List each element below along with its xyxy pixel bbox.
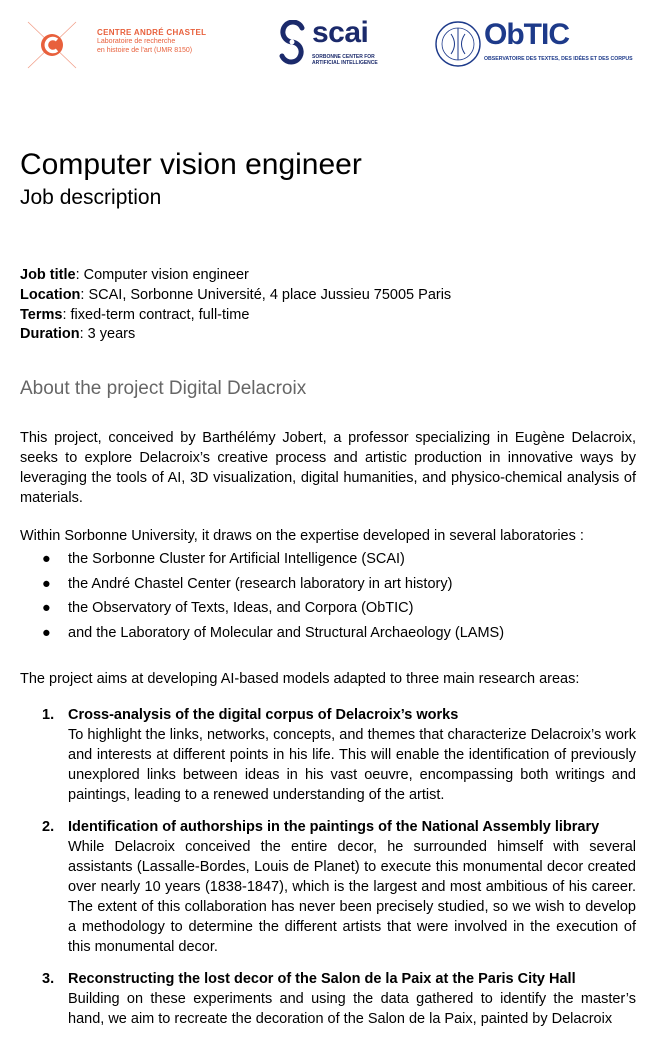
- scai-mark-icon: [278, 20, 308, 68]
- duration-label: Duration: [20, 326, 80, 343]
- scai-wordmark: scai: [312, 16, 369, 49]
- job-title-row: [20, 266, 636, 286]
- scai-logo: [276, 18, 386, 74]
- terms-value: : fixed-term contract, full-time: [62, 306, 250, 323]
- area-number: 3.: [42, 970, 55, 987]
- bullet-icon: ●: [42, 600, 51, 617]
- list-item: [20, 574, 636, 594]
- area-heading: Cross-analysis of the digital corpus of Delacroix’s works: [68, 706, 459, 723]
- chastel-text: [97, 28, 206, 55]
- list-item: [20, 705, 636, 805]
- duration-value: : 3 years: [79, 326, 136, 343]
- obtic-mark-icon: [434, 20, 482, 68]
- list-item: [20, 817, 636, 957]
- page-subtitle: Job description: [20, 186, 162, 209]
- terms-label: Terms: [20, 306, 63, 323]
- obtic-subtitle: OBSERVATOIRE DES TEXTES, DES IDÉES ET DES CORPUS: [484, 56, 633, 62]
- terms-row: [20, 306, 636, 326]
- duration-row: [20, 325, 636, 345]
- job-title-label: Job title: [20, 267, 76, 283]
- list-item: [20, 969, 636, 1029]
- area-heading: Identification of authorships in the paintings of the National Assembly library: [68, 818, 600, 835]
- area-heading: Reconstructing the lost decor of the Salon de la Paix at the Paris City Hall: [68, 970, 576, 987]
- lab-text: the André Chastel Center (research laboratory in art history): [68, 575, 453, 592]
- obtic-wordmark: ObTIC: [484, 18, 569, 51]
- centre-andre-chastel-logo: [26, 20, 226, 70]
- area-body: While Delacroix conceived the entire decor, he surrounded himself with several assistants (Lassalle-Bordes, Louis de Planet) to execute this monumental decor created over nearly 10 years (1838-1847), which is the largest and most ambitious of his career. The extent of this collaboration has never been precisely studied, so we wish to develop a methodology to determine the different artists that were involved in the execution of this monumental decor.: [68, 838, 636, 955]
- bullet-icon: ●: [42, 624, 51, 641]
- labs-intro: Within Sorbonne University, it draws on the expertise developed in several laboratories :: [20, 528, 584, 545]
- scai-subtitle: [312, 54, 378, 66]
- labs-list: [20, 549, 636, 643]
- header-logos: [0, 0, 663, 90]
- chastel-line1: Laboratoire de recherche: [97, 38, 176, 45]
- scai-sub-line2: ARTIFICIAL INTELLIGENCE: [312, 60, 378, 66]
- lab-text: and the Laboratory of Molecular and Structural Archaeology (LAMS): [68, 624, 505, 641]
- chastel-mark-icon: [26, 20, 78, 70]
- lab-text: the Observatory of Texts, Ideas, and Corpora (ObTIC): [68, 600, 414, 617]
- list-item: [20, 623, 636, 643]
- research-areas-list: [20, 705, 636, 1029]
- about-intro: This project, conceived by Barthélémy Jobert, a professor specializing in Eugène Delacroix, seeks to explore Delacroix’s creative process and artistic production in innovative ways by leveraging the tools of AI, 3D visualization, digital humanities, and physico-chemical analysis of materials.: [20, 430, 636, 507]
- list-item: [20, 549, 636, 569]
- page-title: Computer vision engineer: [20, 148, 362, 181]
- list-item: [20, 598, 636, 618]
- location-label: Location: [20, 286, 81, 303]
- about-heading: About the project Digital Delacroix: [20, 378, 307, 400]
- obtic-logo: [434, 20, 634, 70]
- job-title-value: : Computer vision engineer: [75, 267, 249, 283]
- chastel-name: CENTRE ANDRÉ CHASTEL: [97, 28, 207, 37]
- location-value: : SCAI, Sorbonne Université, 4 place Jussieu 75005 Paris: [80, 286, 452, 303]
- area-body: To highlight the links, networks, concepts, and themes that characterize Delacroix’s work and interests at different points in his life. This will enable the identification of previously unexplored links between ideas in his vast oeuvre, encompassing both writings and paintings, leading to a renewed understanding of the artist.: [68, 726, 636, 803]
- document-body: [20, 147, 636, 1041]
- area-body: Building on these experiments and using the data gathered to identify the master’s hand, we aim to recreate the decoration of the Salon de la Paix, painted by Delacroix: [68, 990, 636, 1027]
- area-number: 1.: [42, 706, 55, 723]
- bullet-icon: ●: [42, 551, 51, 568]
- areas-intro: The project aims at developing AI-based models adapted to three main research areas:: [20, 670, 580, 687]
- area-number: 2.: [42, 818, 55, 835]
- chastel-line2: en histoire de l'art (UMR 8150): [97, 47, 193, 54]
- location-row: [20, 286, 636, 306]
- scai-sub-line1: SORBONNE CENTER FOR: [312, 54, 375, 60]
- bullet-icon: ●: [42, 575, 51, 592]
- job-meta: [20, 266, 636, 345]
- lab-text: the Sorbonne Cluster for Artificial Intelligence (SCAI): [68, 551, 405, 568]
